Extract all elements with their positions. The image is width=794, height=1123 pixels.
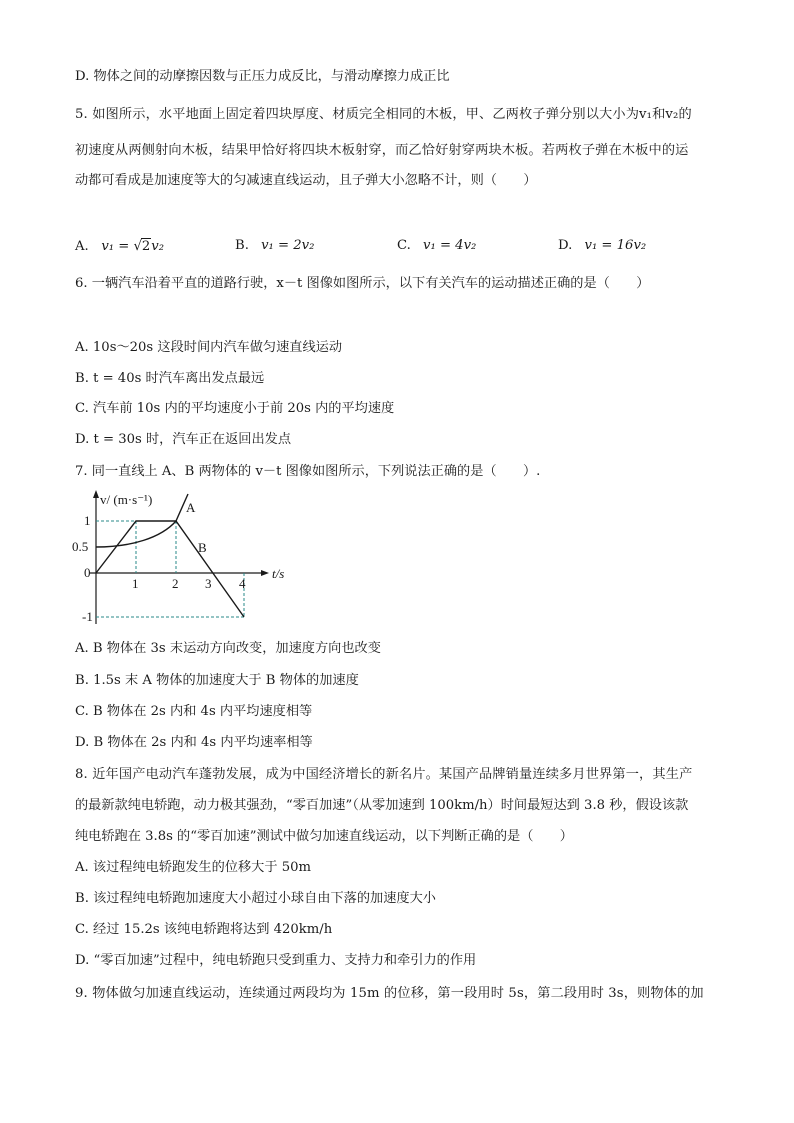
q7-option-c: C. B 物体在 2s 内和 4s 内平均速度相等 <box>75 704 313 719</box>
q6-option-c: C. 汽车前 10s 内的平均速度小于前 20s 内的平均速度 <box>75 401 395 416</box>
q7-vt-graph <box>72 488 296 628</box>
q8-option-c: C. 经过 15.2s 该纯电轿跑将达到 420km/h <box>75 922 333 937</box>
option-label: A. <box>75 239 89 254</box>
x-tick-1: 1 <box>132 576 139 591</box>
q5-option-c <box>397 238 476 253</box>
y-tick-1: 1 <box>84 513 91 528</box>
y-axis-label: v/ (m·s⁻¹) <box>100 492 153 507</box>
q7-stem: 7. 同一直线上 A、B 两物体的 v－t 图像如图所示，下列说法正确的是（ ）. <box>75 464 541 479</box>
q8-stem-line2: 的最新款纯电轿跑，动力极其强劲，“零百加速”（从零加速到 100km/h）时间最短达到 3.8 秒，假设该款 <box>75 798 689 813</box>
option-expr: v₁ = 16v₂ <box>584 238 647 253</box>
x-axis-label: t/s <box>272 566 285 581</box>
q6-option-d: D. t = 30s 时，汽车正在返回出发点 <box>75 432 292 447</box>
q5-option-b <box>235 238 314 253</box>
q8-option-b: B. 该过程纯电轿跑加速度大小超过小球自由下落的加速度大小 <box>75 891 436 906</box>
x-tick-2: 2 <box>172 576 179 591</box>
y-tick-m1: -1 <box>82 609 93 624</box>
option-label: D. <box>558 238 573 253</box>
q6-option-a: A. 10s～20s 这段时间内汽车做匀速直线运动 <box>75 340 343 355</box>
y-tick-0-5: 0.5 <box>72 539 89 554</box>
q6-stem: 6. 一辆汽车沿着平直的道路行驶，x－t 图像如图所示，以下有关汽车的运动描述正确的是（ ） <box>75 276 650 291</box>
label-b: B <box>198 540 207 555</box>
x-tick-4: 4 <box>239 576 246 591</box>
q7-option-d: D. B 物体在 2s 内和 4s 内平均速率相等 <box>75 735 313 750</box>
option-label: B. <box>235 238 249 253</box>
q9-stem-line1: 9. 物体做匀加速直线运动，连续通过两段均为 15m 的位移，第一段用时 5s，第二段用时 3s，则物体的加 <box>75 986 704 1001</box>
q8-option-d: D. “零百加速”过程中，纯电轿跑只受到重力、支持力和牵引力的作用 <box>75 953 477 968</box>
curve-b <box>96 521 244 617</box>
q5-option-d <box>558 238 646 253</box>
q5-stem-line3: 动都可看成是加速度等大的匀减速直线运动，且子弹大小忽略不计，则（ ） <box>75 173 537 188</box>
q6-option-b: B. t = 40s 时汽车离出发点最远 <box>75 371 265 386</box>
label-a: A <box>186 500 196 515</box>
y-tick-0: 0 <box>84 565 91 580</box>
q8-stem-line3: 纯电轿跑在 3.8s 的“零百加速”测试中做匀加速直线运动，以下判断正确的是（ ） <box>75 829 573 844</box>
option-label: C. <box>397 238 411 253</box>
q5-stem-line1: 5. 如图所示，水平地面上固定着四块厚度、材质完全相同的木板，甲、乙两枚子弹分别以大小为v₁和v₂的 <box>75 107 692 122</box>
option-expr: v₁ = 4v₂ <box>423 238 477 253</box>
x-axis-arrow <box>261 570 269 576</box>
y-axis-arrow <box>93 490 99 498</box>
q8-option-a: A. 该过程纯电轿跑发生的位移大于 50m <box>75 860 312 875</box>
q7-option-a: A. B 物体在 3s 末运动方向改变，加速度方向也改变 <box>75 641 381 656</box>
q8-stem-line1: 8. 近年国产电动汽车蓬勃发展，成为中国经济增长的新名片。某国产品牌销量连续多月世界第一，其生产 <box>75 767 693 782</box>
x-tick-3: 3 <box>205 576 212 591</box>
option-expr: v₁ = 2v₂ <box>261 238 315 253</box>
q7-option-b: B. 1.5s 末 A 物体的加速度大于 B 物体的加速度 <box>75 673 359 688</box>
option-expr: v₁ = √2v₂ <box>101 239 165 254</box>
q4-option-d: D. 物体之间的动摩擦因数与正压力成反比，与滑动摩擦力成正比 <box>75 69 450 84</box>
q5-option-a <box>75 238 164 254</box>
q5-stem-line2: 初速度从两侧射向木板，结果甲恰好将四块木板射穿，而乙恰好射穿两块木板。若两枚子弹在木板中的运 <box>75 143 689 158</box>
